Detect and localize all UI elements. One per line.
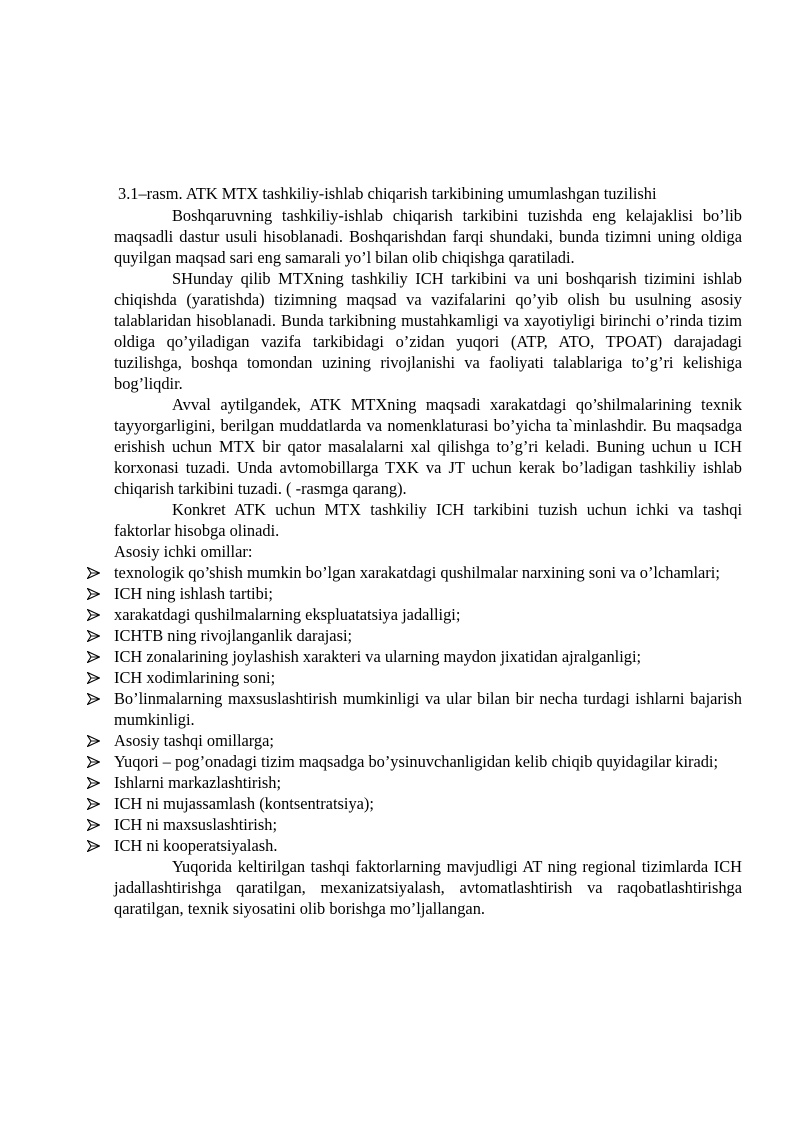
arrowhead-bullet-icon bbox=[87, 604, 101, 625]
list-item bbox=[114, 562, 742, 583]
list-item-text: Yuqori – pog’onadagi tizim maqsadga bo’ysinuvchanligidan kelib chiqib quyidagilar kiradi; bbox=[114, 752, 719, 771]
list-item bbox=[114, 751, 742, 772]
arrowhead-bullet-icon bbox=[87, 751, 101, 772]
paragraph-1: Boshqaruvning tashkiliy-ishlab chiqarish tarkibini tuzishda eng kelajaklisi bo’lib maqsadli dastur usuli hisoblanadi. Boshqarishdan farqi shundaki, bunda tizimni uning oldiga quyilgan maqsad sari eng samarali yo’l bilan olib chiqishga qaratiladi. bbox=[114, 206, 742, 267]
list-item bbox=[114, 646, 742, 667]
list-item-text: ICH xodimlarining soni; bbox=[114, 668, 276, 687]
list-item bbox=[114, 583, 742, 604]
list-item bbox=[114, 835, 742, 856]
list-item-text: ICH ning ishlash tartibi; bbox=[114, 584, 273, 603]
list-item-text: ICH zonalarining joylashish xarakteri va ularning maydon jixatidan ajralganligi; bbox=[114, 647, 642, 666]
list-item bbox=[114, 688, 742, 730]
paragraph-3: Avval aytilgandek, ATK MTXning maqsadi xarakatdagi qo’shilmalarining texnik tayyorgarligini, berilgan muddatlarda va nomenklaturasi bo’yicha ta`minlashdir. Bu maqsadga erishish uchun MTX bir qator masalalarni xal qilishga to’g’ri keladi. Buning uchun u ICH korxonasi tuzadi. Unda avtomobillarga TXK va JT uchun kerak bo’ladigan tashkiliy ishlab chiqarish tarkibini tuzadi. ( -rasmga qarang). bbox=[114, 395, 742, 498]
list-item-text: Bo’linmalarning maxsuslashtirish mumkinligi va ular bilan bir necha turdagi ishlarni bajarish mumkinligi. bbox=[114, 689, 742, 729]
arrowhead-bullet-icon bbox=[87, 730, 101, 751]
list-item bbox=[114, 667, 742, 688]
arrowhead-bullet-icon bbox=[87, 646, 101, 667]
list-item-text: xarakatdagi qushilmalarning ekspluatatsiya jadalligi; bbox=[114, 605, 461, 624]
arrowhead-bullet-icon bbox=[87, 625, 101, 646]
list-item bbox=[114, 730, 742, 751]
arrowhead-bullet-icon bbox=[87, 772, 101, 793]
arrowhead-bullet-icon bbox=[87, 562, 101, 583]
closing-paragraph: Yuqorida keltirilgan tashqi faktorlarning mavjudligi AT ning regional tizimlarda ICH jadallashtirishga qaratilgan, mexanizatsiyalash, avtomatlashtirish va raqobatlashtirishga qaratilgan, texnik siyosatini olib borishga mo’ljallangan. bbox=[114, 857, 742, 918]
internal-factors-heading: Asosiy ichki omillar: bbox=[114, 542, 253, 561]
list-item-text: texnologik qo’shish mumkin bo’lgan xarakatdagi qushilmalar narxining soni va o’lchamlari; bbox=[114, 563, 720, 582]
list-item-text: Asosiy tashqi omillarga; bbox=[114, 731, 274, 750]
paragraph-4: Konkret ATK uchun MTX tashkiliy ICH tarkibini tuzish uchun ichki va tashqi faktorlar hisobga olinadi. bbox=[114, 500, 742, 540]
list-item-text: ICH ni mujassamlash (kontsentratsiya); bbox=[114, 794, 374, 813]
arrowhead-bullet-icon bbox=[87, 793, 101, 814]
list-item-text: ICH ni kooperatsiyalash. bbox=[114, 836, 278, 855]
list-item bbox=[114, 814, 742, 835]
arrowhead-bullet-icon bbox=[87, 814, 101, 835]
list-item-text: ICH ni maxsuslashtirish; bbox=[114, 815, 277, 834]
figure-caption: 3.1–rasm. ATK MTX tashkiliy-ishlab chiqarish tarkibining umumlashgan tuzilishi bbox=[118, 184, 657, 203]
arrowhead-bullet-icon bbox=[87, 667, 101, 688]
list-item-text: ICHTB ning rivojlanganlik darajasi; bbox=[114, 626, 353, 645]
list-item bbox=[114, 772, 742, 793]
list-item bbox=[114, 625, 742, 646]
factor-list bbox=[114, 562, 742, 856]
arrowhead-bullet-icon bbox=[87, 835, 101, 856]
paragraph-2: SHunday qilib MTXning tashkiliy ICH tarkibini va uni boshqarish tizimini ishlab chiqishda (yaratishda) tizimning maqsad va vazifalarini qo’yib olish bu usulning asosiy talablaridan hisoblanadi. Bunda tarkibning mustahkamligi va xayotiyligi birinchi o’rinda tizim oldiga qo’yiladigan vazifa tarkibidagi o’zidan yuqori (ATP, ATO, TPOAT) darajadagi tuzilishga, boshqa tomondan uzining rivojlanishi va faoliyati talablariga to’g’ri kelishiga bog’liqdir. bbox=[114, 269, 742, 393]
list-item-text: Ishlarni markazlashtirish; bbox=[114, 773, 282, 792]
list-item bbox=[114, 604, 742, 625]
list-item bbox=[114, 793, 742, 814]
arrowhead-bullet-icon bbox=[87, 583, 101, 604]
arrowhead-bullet-icon bbox=[87, 688, 101, 709]
document-page bbox=[114, 183, 742, 919]
